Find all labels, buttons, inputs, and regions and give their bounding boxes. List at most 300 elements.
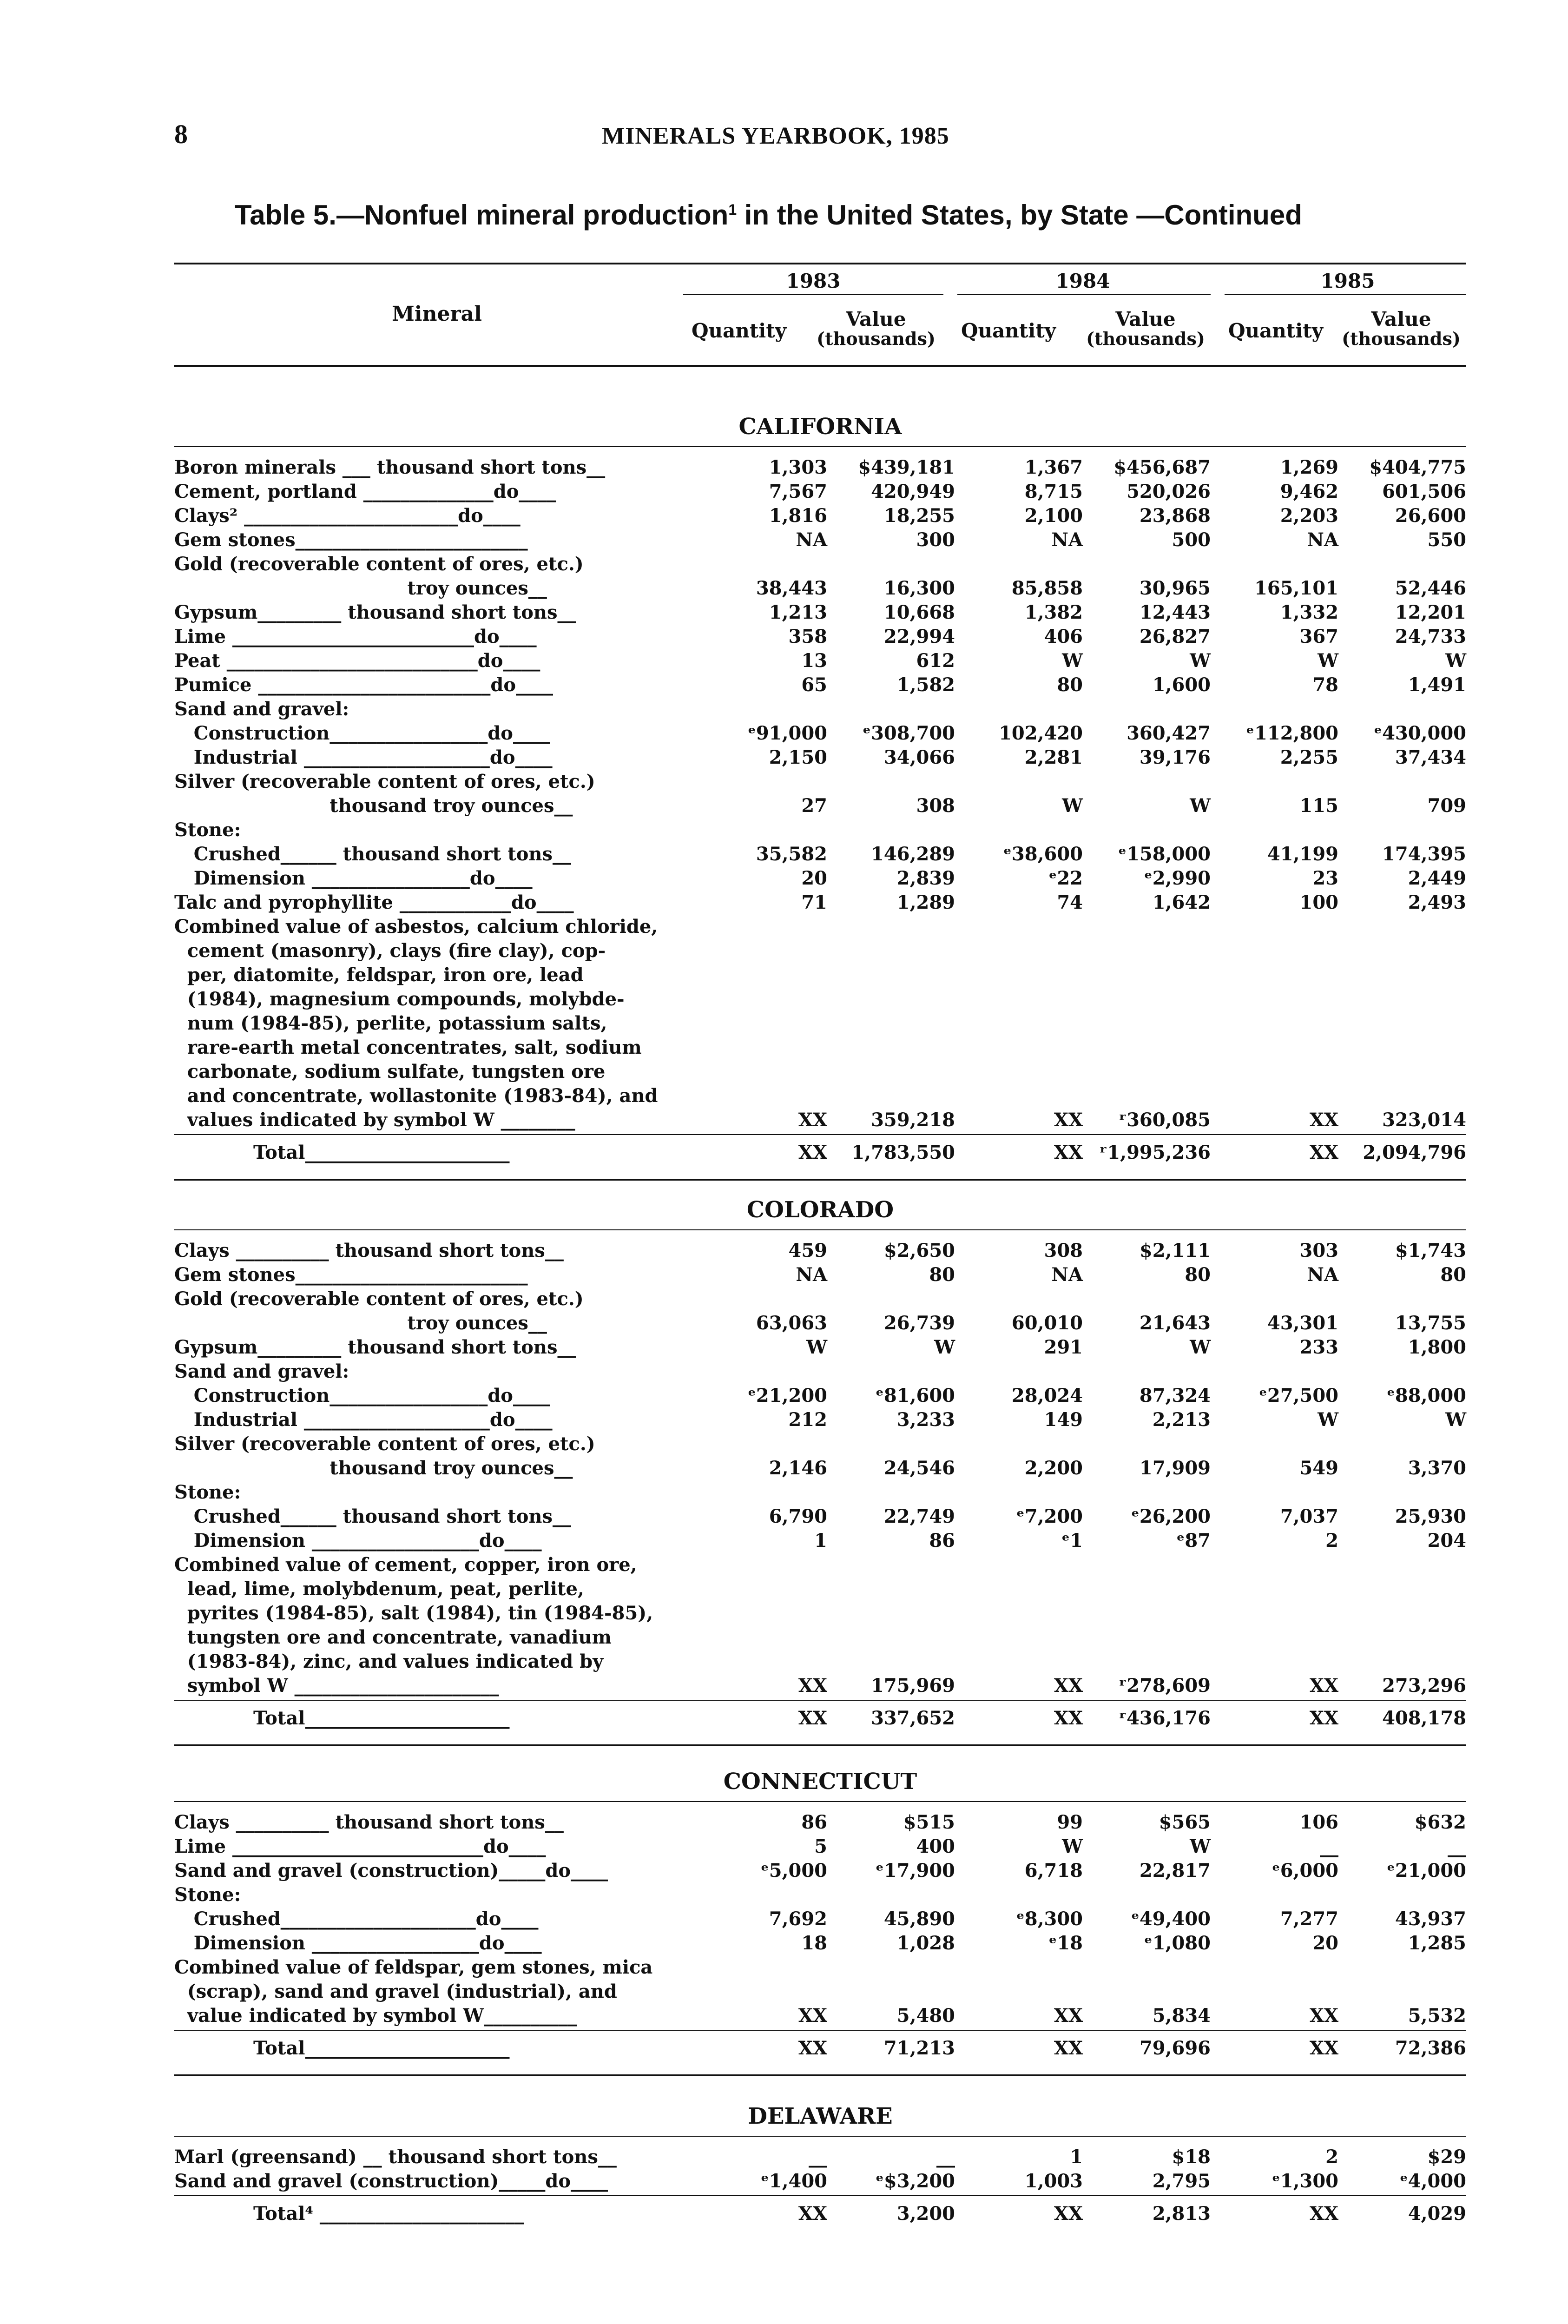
value-cell-1983: $439,181 <box>858 456 955 478</box>
value-cell-1983: __ <box>936 2146 955 2168</box>
quantity-cell-1984: XX <box>1054 2203 1083 2225</box>
quantity-cell-1984: 28,024 <box>1011 1385 1083 1406</box>
value-cell-1985: 174,395 <box>1382 843 1466 865</box>
value-cell-1984: 2,795 <box>1152 2170 1211 2192</box>
value-cell-1984: ʳ360,085 <box>1119 1109 1211 1131</box>
page-header <box>174 119 1429 156</box>
value-cell-1984: $565 <box>1159 1811 1211 1833</box>
value-label: Value <box>1115 308 1176 330</box>
row-label: Clays __________ thousand short tons__ <box>174 1240 564 1261</box>
quantity-cell-1985: 303 <box>1299 1240 1338 1261</box>
table-row <box>174 1859 1466 1883</box>
section-end-rule <box>174 1179 1466 1181</box>
value-cell-1983: 1,028 <box>896 1932 955 1954</box>
quantity-cell-1985: 2 <box>1325 2146 1338 2168</box>
value-cell-1984: 22,817 <box>1139 1860 1211 1882</box>
row-label: Construction_________________do____ <box>174 722 550 744</box>
row-label: Stone: <box>174 1884 241 1906</box>
total-rule <box>174 2195 1466 2196</box>
section-end-rule <box>174 1744 1466 1746</box>
quantity-cell-1985: 23 <box>1312 867 1338 889</box>
table-row <box>174 746 1466 770</box>
quantity-cell-1983: 65 <box>801 674 827 696</box>
table-row <box>174 1505 1466 1529</box>
value-cell-1985: 1,285 <box>1408 1932 1466 1954</box>
value-cell-1983: 359,218 <box>871 1109 955 1131</box>
quantity-cell-1984: ᵉ8,300 <box>1016 1908 1083 1930</box>
value-cell-1983: 2,839 <box>896 867 955 889</box>
value-cell-1983: 3,200 <box>896 2203 955 2225</box>
value-cell-1985: ᵉ88,000 <box>1387 1385 1466 1406</box>
value-cell-1985: 26,600 <box>1395 505 1466 527</box>
quantity-cell-1983: XX <box>798 2203 827 2225</box>
quantity-cell-1983: 63,063 <box>756 1312 827 1334</box>
value-cell-1985: ᵉ430,000 <box>1374 722 1466 744</box>
row-label: Boron minerals ___ thousand short tons__ <box>174 456 606 478</box>
quantity-cell-1984: 99 <box>1057 1811 1083 1833</box>
row-label: Combined value of asbestos, calcium chloride, cement (masonry), clays (fire clay), cop- per, diatomite, feldspar, iron ore, lead (1984), magnesium compounds, molybde- num (1984-85), perlite, potassium salts, rare-earth metal concentrates, salt, sodium carbonate, sodium sulfate, tungsten ore and concentrate, wollastonite (1983-84), and values indicated by symbol W ________ <box>174 916 658 1131</box>
value-cell-1984: 520,026 <box>1127 481 1211 502</box>
quantity-cell-1984: 102,420 <box>999 722 1083 744</box>
value-cell-1984: W <box>1190 1336 1211 1358</box>
value-cell-1984: W <box>1190 1835 1211 1857</box>
value-cell-1984: ʳ436,176 <box>1119 1707 1211 1729</box>
value-cell-1984: 23,868 <box>1139 505 1211 527</box>
quantity-cell-1985: 1,332 <box>1280 601 1338 623</box>
table-row <box>174 1456 1466 1480</box>
value-unit: (thousands) <box>1086 328 1205 350</box>
quantity-cell-1983: XX <box>798 1142 827 1163</box>
quantity-cell-1984: 1 <box>1070 2146 1083 2168</box>
row-label: Industrial ____________________do____ <box>174 746 553 768</box>
value-cell-1983: 5,480 <box>896 2005 955 2027</box>
quantity-cell-1984: 291 <box>1044 1336 1083 1358</box>
quantity-cell-1983: 6,790 <box>769 1505 827 1527</box>
total-row <box>174 2202 1466 2226</box>
year-1985: 1985 <box>1320 270 1375 292</box>
quantity-cell-1984: XX <box>1054 1142 1083 1163</box>
value-cell-1983: $515 <box>903 1811 955 1833</box>
quantity-cell-1985: XX <box>1309 2203 1338 2225</box>
quantity-cell-1984: 60,010 <box>1011 1312 1083 1334</box>
value-cell-1985: 273,296 <box>1382 1675 1466 1697</box>
quantity-cell-1984: 1,367 <box>1024 456 1083 478</box>
row-label: Lime ___________________________do____ <box>174 1835 546 1857</box>
value-cell-1985: $29 <box>1427 2146 1466 2168</box>
table-row <box>174 456 1466 480</box>
value-cell-1985: 1,491 <box>1408 674 1466 696</box>
row-label: Gold (recoverable content of ores, etc.) <box>174 1288 584 1310</box>
quantity-cell-1985: XX <box>1309 1707 1338 1729</box>
value-cell-1983: 300 <box>916 529 955 551</box>
table-row <box>174 697 1466 721</box>
value-cell-1983: 175,969 <box>871 1675 955 1697</box>
value-cell-1985: 25,930 <box>1395 1505 1466 1527</box>
value-unit: (thousands) <box>1342 328 1461 350</box>
quantity-cell-1985: 367 <box>1299 626 1338 647</box>
table-row <box>174 673 1466 697</box>
quantity-cell-1984: ᵉ38,600 <box>1003 843 1083 865</box>
table-row <box>174 1529 1466 1553</box>
value-cell-1984: ᵉ87 <box>1176 1530 1211 1552</box>
quantity-cell-1983: 1 <box>814 1530 827 1552</box>
row-label: Total⁴ ______________________ <box>253 2203 524 2225</box>
value-cell-1985: 601,506 <box>1382 481 1466 502</box>
table-row <box>174 818 1466 842</box>
table-row <box>174 915 1466 1132</box>
value-cell-1985: ᵉ21,000 <box>1387 1860 1466 1882</box>
table-row <box>174 1311 1466 1335</box>
table-row <box>174 842 1466 866</box>
quantity-cell-1983: ᵉ1,400 <box>760 2170 827 2192</box>
quantity-header-1983: Quantity <box>691 319 787 342</box>
table-row <box>174 1263 1466 1287</box>
value-cell-1983: ᵉ$3,200 <box>876 2170 955 2192</box>
table-row <box>174 1360 1466 1384</box>
quantity-cell-1983: 1,816 <box>769 505 827 527</box>
row-label: Lime __________________________do____ <box>174 626 537 647</box>
total-rule <box>174 2030 1466 2031</box>
row-label: Sand and gravel: <box>174 1360 349 1382</box>
value-cell-1983: 22,994 <box>883 626 955 647</box>
quantity-cell-1985: __ <box>1320 1835 1338 1857</box>
value-cell-1985: 80 <box>1440 1264 1466 1286</box>
row-label: thousand troy ounces__ <box>174 1457 573 1479</box>
value-cell-1984: 79,696 <box>1139 2037 1211 2059</box>
row-label: Dimension __________________do____ <box>174 1530 542 1552</box>
running-title: MINERALS YEARBOOK, 1985 <box>602 123 949 149</box>
quantity-cell-1984: 149 <box>1044 1409 1083 1431</box>
row-label: troy ounces__ <box>174 577 547 599</box>
quantity-header-1985: Quantity <box>1228 319 1324 342</box>
quantity-cell-1983: 38,443 <box>756 577 827 599</box>
value-header-1984 <box>1080 309 1211 348</box>
quantity-cell-1983: 358 <box>788 626 827 647</box>
value-cell-1983: 16,300 <box>883 577 955 599</box>
row-label: Cement, portland ______________do____ <box>174 481 556 502</box>
value-cell-1984: 1,642 <box>1152 891 1211 913</box>
quantity-cell-1985: 41,199 <box>1267 843 1338 865</box>
row-label: Sand and gravel (construction)_____do____ <box>174 2170 608 2192</box>
section-title: COLORADO <box>746 1197 894 1223</box>
value-cell-1985: 3,370 <box>1408 1457 1466 1479</box>
value-cell-1984: ʳ1,995,236 <box>1099 1142 1211 1163</box>
section-rows <box>174 2145 1466 2226</box>
value-cell-1983: ᵉ81,600 <box>876 1385 955 1406</box>
value-cell-1985: 2,493 <box>1408 891 1466 913</box>
section-rows <box>174 456 1466 1181</box>
value-cell-1983: W <box>934 1336 955 1358</box>
table-row <box>174 721 1466 746</box>
section-title-rule <box>174 2136 1466 2137</box>
quantity-cell-1983: XX <box>798 1675 827 1697</box>
table-row <box>174 576 1466 601</box>
value-unit: (thousands) <box>817 328 936 350</box>
table-row <box>174 1335 1466 1360</box>
quantity-cell-1985: 100 <box>1299 891 1338 913</box>
total-rule <box>174 1134 1466 1135</box>
value-cell-1984: $18 <box>1172 2146 1211 2168</box>
row-label: Gold (recoverable content of ores, etc.) <box>174 553 584 575</box>
value-cell-1983: 22,749 <box>883 1505 955 1527</box>
value-cell-1985: 5,532 <box>1408 2005 1466 2027</box>
value-cell-1983: 26,739 <box>883 1312 955 1334</box>
row-label: Combined value of cement, copper, iron ore, lead, lime, molybdenum, peat, perlite, pyrites (1984-85), salt (1984), tin (1984-85), tungsten ore and concentrate, vanadium (1983-84), zinc, and values indicated by symbol W ______________________ <box>174 1554 653 1697</box>
quantity-cell-1983: W <box>806 1336 827 1358</box>
value-cell-1984: 21,643 <box>1139 1312 1211 1334</box>
value-cell-1984: ᵉ26,200 <box>1131 1505 1211 1527</box>
quantity-cell-1985: ᵉ1,300 <box>1272 2170 1338 2192</box>
quantity-cell-1983: 5 <box>814 1835 827 1857</box>
row-label: Sand and gravel (construction)_____do____ <box>174 1860 608 1882</box>
quantity-cell-1985: 115 <box>1299 795 1338 817</box>
quantity-cell-1984: W <box>1062 650 1083 672</box>
quantity-cell-1983: 1,303 <box>769 456 827 478</box>
quantity-cell-1984: XX <box>1054 2037 1083 2059</box>
row-label: Dimension __________________do____ <box>174 1932 542 1954</box>
quantity-cell-1983: 13 <box>801 650 827 672</box>
quantity-cell-1983: 71 <box>801 891 827 913</box>
quantity-cell-1983: 27 <box>801 795 827 817</box>
row-label: Pumice _________________________do____ <box>174 674 553 696</box>
quantity-cell-1985: 1,269 <box>1280 456 1338 478</box>
row-label: Silver (recoverable content of ores, etc.) <box>174 771 595 792</box>
year-1984: 1984 <box>1055 270 1110 292</box>
row-label: Gem stones_________________________ <box>174 529 528 551</box>
value-cell-1984: 39,176 <box>1139 746 1211 768</box>
quantity-cell-1984: 6,718 <box>1024 1860 1083 1882</box>
value-cell-1985: 408,178 <box>1382 1707 1466 1729</box>
value-cell-1983: ᵉ17,900 <box>876 1860 955 1882</box>
table-top-rule <box>174 263 1466 264</box>
table-row <box>174 649 1466 673</box>
quantity-cell-1983: __ <box>809 2146 827 2168</box>
value-cell-1983: ᵉ308,700 <box>863 722 955 744</box>
value-cell-1984: 1,600 <box>1152 674 1211 696</box>
quantity-cell-1985: 7,037 <box>1280 1505 1338 1527</box>
row-label: Crushed_____________________do____ <box>174 1908 539 1930</box>
quantity-cell-1983: 2,146 <box>769 1457 827 1479</box>
quantity-cell-1985: 233 <box>1299 1336 1338 1358</box>
quantity-cell-1984: 2,200 <box>1024 1457 1083 1479</box>
value-cell-1983: 10,668 <box>883 601 955 623</box>
row-label: Total______________________ <box>253 1142 510 1163</box>
quantity-cell-1985: 2 <box>1325 1530 1338 1552</box>
table-row <box>174 625 1466 649</box>
value-cell-1984: $456,687 <box>1113 456 1211 478</box>
quantity-cell-1983: 7,567 <box>769 481 827 502</box>
quantity-cell-1985: W <box>1318 650 1338 672</box>
table-row <box>174 1384 1466 1408</box>
table-title-main: Table 5.—Nonfuel mineral production <box>235 199 729 231</box>
quantity-cell-1984: 1,382 <box>1024 601 1083 623</box>
value-cell-1984: ᵉ49,400 <box>1131 1908 1211 1930</box>
quantity-cell-1985: ᵉ112,800 <box>1246 722 1338 744</box>
value-cell-1984: W <box>1190 795 1211 817</box>
quantity-cell-1985: 20 <box>1312 1932 1338 1954</box>
value-cell-1983: 612 <box>916 650 955 672</box>
quantity-cell-1984: 1,003 <box>1024 2170 1083 2192</box>
value-cell-1984: 17,909 <box>1139 1457 1211 1479</box>
quantity-cell-1984: 308 <box>1044 1240 1083 1261</box>
section-title: CONNECTICUT <box>723 1769 917 1795</box>
table-row <box>174 1907 1466 1931</box>
value-cell-1984: ᵉ158,000 <box>1118 843 1211 865</box>
value-header-1985 <box>1336 309 1466 348</box>
table-row <box>174 1883 1466 1907</box>
quantity-cell-1985: XX <box>1309 2037 1338 2059</box>
quantity-cell-1983: 18 <box>801 1932 827 1954</box>
table-title-footnote-mark: 1 <box>728 201 737 218</box>
quantity-cell-1983: 212 <box>788 1409 827 1431</box>
quantity-cell-1985: 78 <box>1312 674 1338 696</box>
value-cell-1983: 71,213 <box>883 2037 955 2059</box>
value-cell-1983: 24,546 <box>883 1457 955 1479</box>
quantity-cell-1984: W <box>1062 795 1083 817</box>
value-cell-1985: $1,743 <box>1395 1240 1466 1261</box>
table-title-suffix: in the United States, by State —Continued <box>737 199 1302 231</box>
value-cell-1983: 337,652 <box>871 1707 955 1729</box>
quantity-cell-1983: NA <box>796 1264 827 1286</box>
table-row <box>174 552 1466 576</box>
quantity-cell-1984: 74 <box>1057 891 1083 913</box>
quantity-cell-1984: 80 <box>1057 674 1083 696</box>
value-cell-1984: 5,834 <box>1152 2005 1211 2027</box>
quantity-cell-1985: ᵉ27,500 <box>1259 1385 1338 1406</box>
quantity-cell-1985: 549 <box>1299 1457 1338 1479</box>
table-title <box>235 199 1302 231</box>
quantity-cell-1983: XX <box>798 1109 827 1131</box>
quantity-cell-1984: XX <box>1054 1707 1083 1729</box>
quantity-cell-1985: 43,301 <box>1267 1312 1338 1334</box>
quantity-cell-1983: ᵉ5,000 <box>760 1860 827 1882</box>
value-cell-1985: 550 <box>1427 529 1466 551</box>
value-cell-1984: 2,213 <box>1152 1409 1211 1431</box>
quantity-cell-1985: W <box>1318 1409 1338 1431</box>
quantity-cell-1984: ᵉ22 <box>1048 867 1083 889</box>
quantity-cell-1985: 9,462 <box>1280 481 1338 502</box>
value-cell-1985: 13,755 <box>1395 1312 1466 1334</box>
value-cell-1985: 24,733 <box>1395 626 1466 647</box>
value-cell-1985: 43,937 <box>1395 1908 1466 1930</box>
value-cell-1984: 30,965 <box>1139 577 1211 599</box>
table-row <box>174 2169 1466 2193</box>
value-cell-1984: ᵉ1,080 <box>1144 1932 1211 1954</box>
value-cell-1983: 420,949 <box>871 481 955 502</box>
quantity-cell-1984: 2,281 <box>1024 746 1083 768</box>
value-cell-1985: 12,201 <box>1395 601 1466 623</box>
value-cell-1985: W <box>1445 1409 1466 1431</box>
row-label: Crushed______ thousand short tons__ <box>174 843 571 865</box>
value-cell-1983: 1,289 <box>896 891 955 913</box>
row-label: Sand and gravel: <box>174 698 349 720</box>
table-row <box>174 1931 1466 1955</box>
row-label: Peat ___________________________do____ <box>174 650 540 672</box>
value-cell-1985: 2,449 <box>1408 867 1466 889</box>
value-label: Value <box>1371 308 1431 330</box>
quantity-cell-1984: ᵉ1 <box>1061 1530 1083 1552</box>
quantity-cell-1984: 8,715 <box>1024 481 1083 502</box>
quantity-cell-1984: XX <box>1054 2005 1083 2027</box>
value-cell-1984: ᵉ2,990 <box>1144 867 1211 889</box>
value-cell-1985: $632 <box>1414 1811 1466 1833</box>
value-cell-1983: 308 <box>916 795 955 817</box>
quantity-cell-1985: 2,255 <box>1280 746 1338 768</box>
table-row <box>174 1408 1466 1432</box>
quantity-cell-1984: ᵉ18 <box>1048 1932 1083 1954</box>
table-row <box>174 1239 1466 1263</box>
quantity-cell-1985: XX <box>1309 1142 1338 1163</box>
row-label: Combined value of feldspar, gem stones, mica (scrap), sand and gravel (industrial), and value indicated by symbol W__________ <box>174 1956 653 2027</box>
quantity-cell-1985: NA <box>1307 529 1338 551</box>
row-label: Crushed______ thousand short tons__ <box>174 1505 571 1527</box>
row-label: Dimension _________________do____ <box>174 867 533 889</box>
row-label: Clays² _______________________do____ <box>174 505 520 527</box>
value-cell-1984: $2,111 <box>1139 1240 1211 1261</box>
quantity-cell-1983: NA <box>796 529 827 551</box>
value-cell-1983: 80 <box>929 1264 955 1286</box>
quantity-cell-1985: 2,203 <box>1280 505 1338 527</box>
quantity-cell-1983: XX <box>798 1707 827 1729</box>
quantity-cell-1983: 459 <box>788 1240 827 1261</box>
table-row <box>174 1480 1466 1505</box>
rule-1983 <box>683 294 943 295</box>
table-row <box>174 1955 1466 2028</box>
value-cell-1985: 323,014 <box>1382 1109 1466 1131</box>
section-title: CALIFORNIA <box>738 414 902 440</box>
total-row <box>174 1706 1466 1730</box>
value-cell-1984: 87,324 <box>1139 1385 1211 1406</box>
quantity-header-1984: Quantity <box>961 319 1056 342</box>
row-label: Gypsum_________ thousand short tons__ <box>174 601 576 623</box>
table-row <box>174 1432 1466 1456</box>
row-label: Gypsum_________ thousand short tons__ <box>174 1336 576 1358</box>
row-label: Industrial ____________________do____ <box>174 1409 553 1431</box>
table-row <box>174 866 1466 891</box>
quantity-cell-1985: 7,277 <box>1280 1908 1338 1930</box>
quantity-cell-1984: W <box>1062 1835 1083 1857</box>
value-cell-1985: 4,029 <box>1408 2203 1466 2225</box>
value-cell-1983: 1,582 <box>896 674 955 696</box>
quantity-cell-1984: XX <box>1054 1109 1083 1131</box>
value-cell-1983: $2,650 <box>883 1240 955 1261</box>
value-cell-1985: $404,775 <box>1369 456 1466 478</box>
value-cell-1985: 37,434 <box>1395 746 1466 768</box>
quantity-cell-1984: 2,100 <box>1024 505 1083 527</box>
value-cell-1983: 18,255 <box>883 505 955 527</box>
section-title-rule <box>174 1801 1466 1802</box>
row-label: troy ounces__ <box>174 1312 547 1334</box>
row-label: Total______________________ <box>253 2037 510 2059</box>
row-label: Silver (recoverable content of ores, etc.) <box>174 1433 595 1455</box>
table-header-bottom-rule <box>174 365 1466 367</box>
quantity-cell-1983: XX <box>798 2005 827 2027</box>
value-cell-1985: 2,094,796 <box>1363 1142 1466 1163</box>
table-row <box>174 794 1466 818</box>
section-rows <box>174 1239 1466 1746</box>
rule-1984 <box>957 294 1211 295</box>
table-row <box>174 1810 1466 1835</box>
value-cell-1983: 400 <box>916 1835 955 1857</box>
value-header-1983 <box>811 309 941 348</box>
row-label: Talc and pyrophyllite ____________do____ <box>174 891 574 913</box>
value-cell-1983: 1,783,550 <box>851 1142 955 1163</box>
table-row <box>174 1553 1466 1698</box>
quantity-cell-1985: NA <box>1307 1264 1338 1286</box>
value-cell-1984: 12,443 <box>1139 601 1211 623</box>
value-cell-1983: 146,289 <box>871 843 955 865</box>
quantity-cell-1985: XX <box>1309 2005 1338 2027</box>
